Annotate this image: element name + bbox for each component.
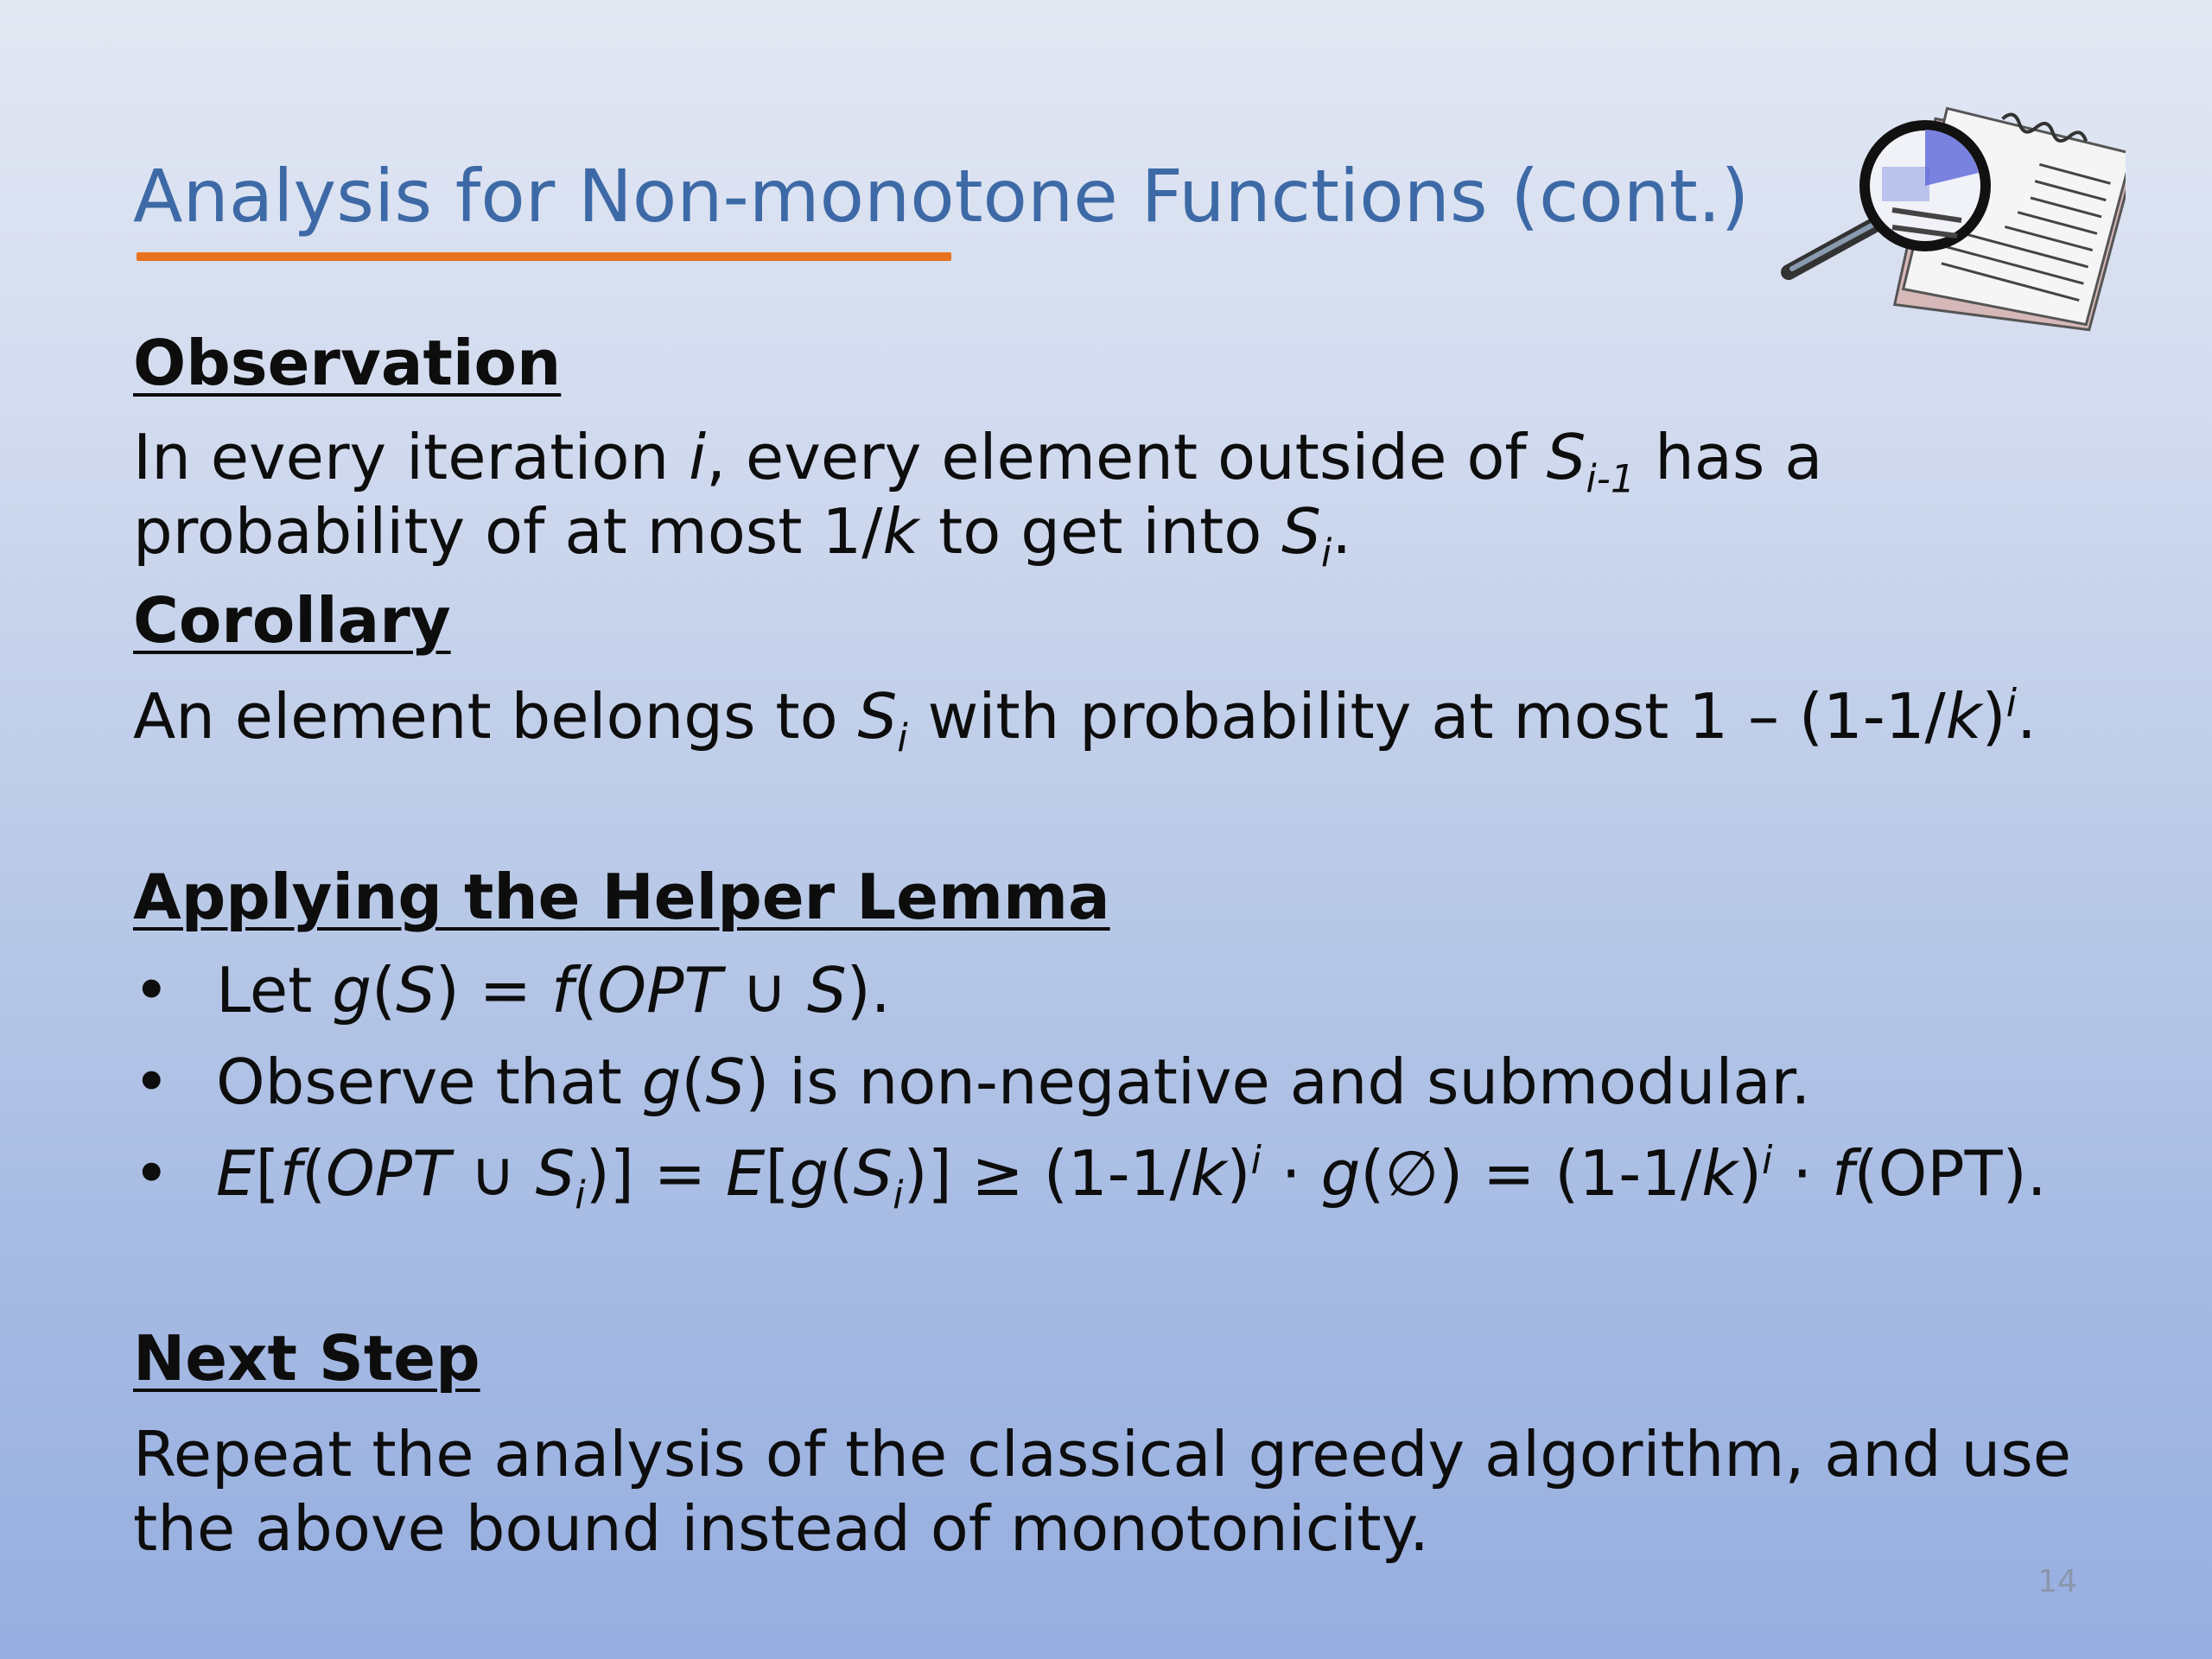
corollary-heading: Corollary: [133, 584, 451, 657]
bullet-icon: •: [133, 1046, 170, 1118]
list-item: • E[f(OPT ∪ $S_i)] = E[g(S_i)] \ge (1-1/k)^i$ · g(∅) = $(1-1/k)^i \cdot f(OPT)$.: [133, 1137, 2047, 1218]
corollary-text: An element belongs to $S_i$ with probability at most $1 - (1-1/k)^i$.: [133, 680, 2037, 761]
next-step-heading: Next Step: [133, 1322, 480, 1395]
bullet-icon: •: [133, 954, 170, 1027]
bullet-icon: •: [133, 1137, 170, 1210]
observation-text: In every iteration i, every element outside of $S_{i-1}$ has a probability of at most 1/k to get into $S_i$.: [133, 421, 1823, 576]
observation-heading: Observation: [133, 327, 562, 399]
helper-lemma-heading: Applying the Helper Lemma: [133, 861, 1110, 933]
list-item: • Let g(S) = f(OPT ∪ S).: [133, 954, 891, 1027]
next-step-text: Repeat the analysis of the classical greedy algorithm, and use the above bound instead of monotonicity.: [133, 1418, 2072, 1565]
magnifier-document-icon: [1763, 91, 2126, 350]
title-underline: [137, 252, 951, 261]
slide-title: Analysis for Non-monotone Functions (cont.): [133, 154, 1750, 238]
page-number: 14: [2037, 1564, 2077, 1599]
list-item: • Observe that g(S) is non-negative and submodular.: [133, 1046, 1811, 1118]
